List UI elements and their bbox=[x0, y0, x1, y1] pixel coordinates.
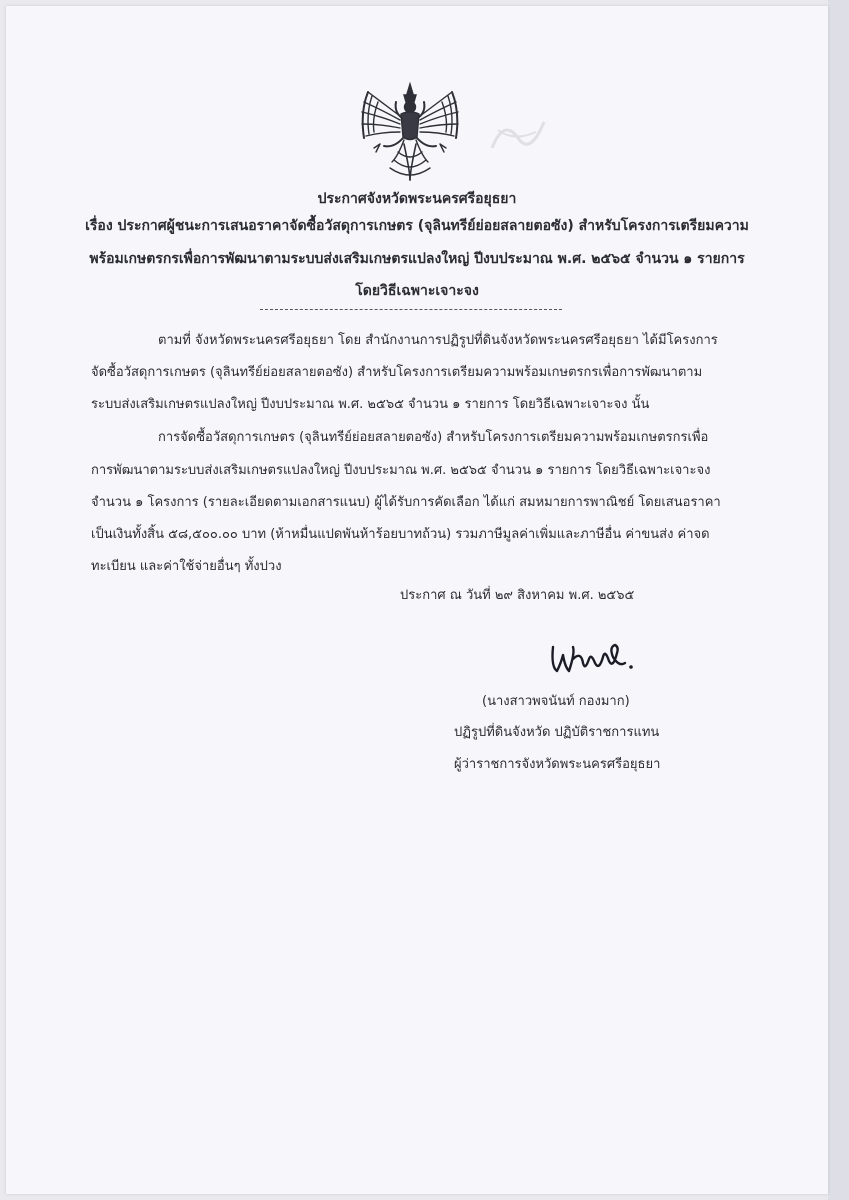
subject-line-3: โดยวิธีเฉพาะเจาะจง bbox=[355, 283, 479, 299]
announcement-title: ประกาศจังหวัดพระนครศรีอยุธยา bbox=[317, 191, 517, 207]
signer-name: (นางสาวพจนันท์ กองมาก) bbox=[482, 694, 630, 709]
signer-position-1: ปฏิรูปที่ดินจังหวัด ปฏิบัติราชการแทน bbox=[454, 725, 660, 740]
subject-line-1: เรื่อง ประกาศผู้ชนะการเสนอราคาจัดซื้อวัสดุการเกษตร (จุลินทรีย์ย่อยสลายตอซัง) สำหรับโครงการเตรียมความ bbox=[85, 218, 749, 234]
para2-line-1: การจัดซื้อวัสดุการเกษตร (จุลินทรีย์ย่อยสลายตอซัง) สำหรับโครงการเตรียมความพร้อมเกษตรกรเพื่อ bbox=[158, 430, 709, 445]
para2-line-4: เป็นเงินทั้งสิ้น ๕๘,๕๐๐.๐๐ บาท (ห้าหมื่นแปดพันห้าร้อยบาทถ้วน) รวมภาษีมูลค่าเพิ่มและภาษีอื่น ค่าขนส่ง ค่าจด bbox=[91, 527, 710, 542]
document-page bbox=[6, 6, 828, 1194]
signer-position-2: ผู้ว่าราชการจังหวัดพระนครศรีอยุธยา bbox=[454, 757, 661, 772]
bleed-through-mark bbox=[484, 108, 554, 160]
para1-line-2: จัดซื้อวัสดุการเกษตร (จุลินทรีย์ย่อยสลายตอซัง) สำหรับโครงการเตรียมความพร้อมเกษตรกรเพื่อการพัฒนาตาม bbox=[91, 365, 703, 380]
subject-line-2: พร้อมเกษตรกรเพื่อการพัฒนาตามระบบส่งเสริมเกษตรแปลงใหญ่ ปีงบประมาณ พ.ศ. ๒๕๖๕ จำนวน ๑ รายการ bbox=[89, 251, 745, 267]
para1-line-3: ระบบส่งเสริมเกษตรแปลงใหญ่ ปีงบประมาณ พ.ศ. ๒๕๖๕ จำนวน ๑ รายการ โดยวิธีเฉพาะเจาะจง นั้น bbox=[91, 397, 650, 412]
announcement-date: ประกาศ ณ วันที่ ๒๙ สิงหาคม พ.ศ. ๒๕๖๕ bbox=[400, 588, 635, 603]
garuda-emblem-icon bbox=[354, 82, 466, 186]
para2-line-3: จำนวน ๑ โครงการ (รายละเอียดตามเอกสารแนบ) ผู้ได้รับการคัดเลือก ได้แก่ สมหมายการพาณิชย์ โดยเสนอราคา bbox=[91, 495, 721, 510]
para2-line-2: การพัฒนาตามระบบส่งเสริมเกษตรแปลงใหญ่ ปีงบประมาณ พ.ศ. ๒๕๖๕ จำนวน ๑ รายการ โดยวิธีเฉพาะเจาะจง bbox=[91, 463, 711, 478]
para1-line-1: ตามที่ จังหวัดพระนครศรีอยุธยา โดย สำนักงานการปฏิรูปที่ดินจังหวัดพระนครศรีอยุธยา ได้มีโครงการ bbox=[158, 333, 718, 348]
handwritten-signature-icon bbox=[547, 633, 637, 685]
scan-edge-shade bbox=[828, 0, 849, 1200]
separator-dashed-line bbox=[260, 309, 562, 310]
para2-line-5: ทะเบียน และค่าใช้จ่ายอื่นๆ ทั้งปวง bbox=[91, 559, 282, 574]
